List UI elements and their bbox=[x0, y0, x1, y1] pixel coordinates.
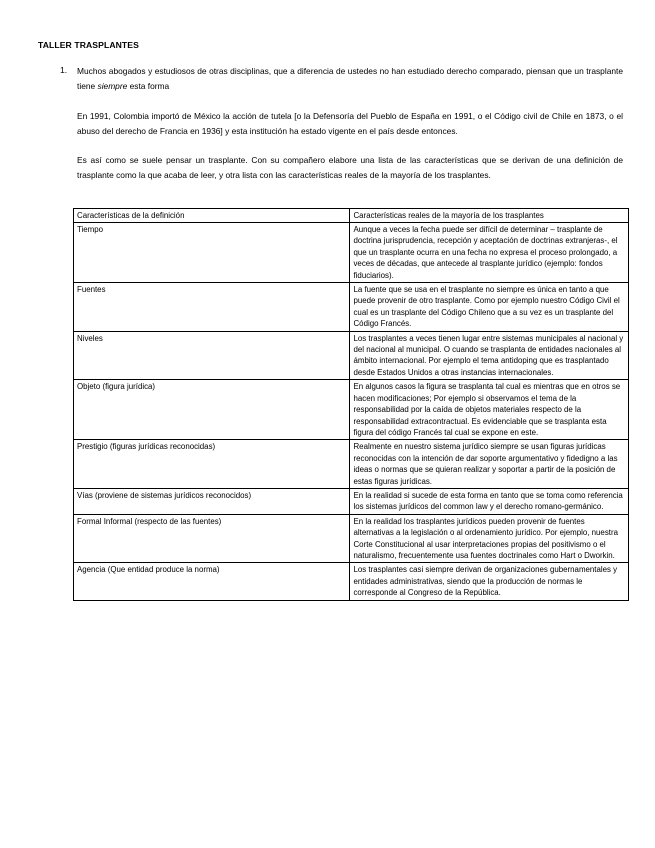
table-row bbox=[74, 283, 629, 332]
row-description-tiempo: Aunque a veces la fecha puede ser difícil de determinar – trasplante de doctrina jurisprudencia, recepción y aceptación de doctrinas extranjeras-, el que un trasplante ocurra en una fecha no expresa el proceso prolongado, a veces de décadas, que antecede al trasplante jurídico (ejemplo: fondos fiduciarios). bbox=[350, 223, 629, 283]
comparison-table bbox=[73, 208, 629, 601]
paragraph-instructions: Es así como se suele pensar un trasplante. Con su compañero elabore una lista de las características que se derivan de una definición de trasplante como la que acaba de leer, y otra lista con las características reales de la mayoría de los trasplantes. bbox=[77, 155, 623, 180]
table-row bbox=[74, 331, 629, 380]
paragraph-intro-emphasis: siempre bbox=[97, 81, 128, 91]
paragraph-intro-tail: esta forma bbox=[127, 81, 170, 91]
row-label-niveles: Niveles bbox=[74, 331, 350, 380]
paragraph-intro-text: Muchos abogados y estudiosos de otras disciplinas, que a diferencia de ustedes no han estudiado derecho comparado, piensan que un trasplante tiene bbox=[77, 66, 623, 91]
table-row bbox=[74, 380, 629, 440]
row-description-prestigio: Realmente en nuestro sistema jurídico siempre se usan figuras jurídicas reconocidas con la intención de dar soporte argumentativo y fidedigno a las ideas o normas que se quieran realizar y soportar a partir de la posición de estas figuras jurídicas. bbox=[350, 440, 629, 489]
row-description-objeto: En algunos casos la figura se trasplanta tal cual es mientras que en otros se hacen modificaciones; Por ejemplo si observamos el tema de la responsabilidad por la caída de objetos materiales respecto de la responsabilidad extracontractual. Es evidenciable que se trasplanta esta figura del código Francés tal cual se expone en este. bbox=[350, 380, 629, 440]
row-label-tiempo: Tiempo bbox=[74, 223, 350, 283]
table-row bbox=[74, 440, 629, 489]
row-description-niveles: Los trasplantes a veces tienen lugar entre sistemas municipales al nacional y del nacional al municipal. O cuando se trasplanta de entidades nacionales al ámbito internacional. Por ejemplo el tema antidoping que es trasplantado desde Estados Unidos a otras instancias internacionales. bbox=[350, 331, 629, 380]
row-label-prestigio: Prestigio (figuras jurídicas reconocidas) bbox=[74, 440, 350, 489]
row-label-objeto: Objeto (figura jurídica) bbox=[74, 380, 350, 440]
table-row bbox=[74, 223, 629, 283]
row-label-vias: Vías (proviene de sistemas jurídicos reconocidos) bbox=[74, 488, 350, 514]
document-title: TALLER TRASPLANTES bbox=[38, 40, 139, 50]
row-description-fuentes: La fuente que se usa en el trasplante no siempre es única en tanto a que puede provenir de otro trasplante. Como por ejemplo nuestro Código Civil el cual es un trasplante del Código Chileno que a su vez es un trasplante del Código Francés. bbox=[350, 283, 629, 332]
table-row bbox=[74, 488, 629, 514]
row-description-vias: En la realidad si sucede de esta forma en tanto que se toma como referencia los sistemas jurídicos del common law y el derecho romano-germánico. bbox=[350, 488, 629, 514]
row-label-formal-informal: Formal Informal (respecto de las fuentes) bbox=[74, 514, 350, 563]
paragraph-intro bbox=[77, 64, 623, 94]
header-definition-characteristics: Características de la definición bbox=[74, 209, 350, 223]
list-item-number: 1. bbox=[60, 65, 68, 75]
table-row bbox=[74, 563, 629, 600]
table-row bbox=[74, 514, 629, 563]
row-description-agencia: Los trasplantes casi siempre derivan de organizaciones gubernamentales y entidades administrativas, siendo que la producción de normas le corresponde al Congreso de la República. bbox=[350, 563, 629, 600]
row-description-formal-informal: En la realidad los trasplantes jurídicos pueden provenir de fuentes alternativas a la legislación o al ordenamiento jurídico. Por ejemplo, nuestra Corte Constitucional al usar interpretaciones propias del positivismo o el naturalismo, frecuentemente usa fuentes doctrinales como Hart o Dworkin. bbox=[350, 514, 629, 563]
row-label-agencia: Agencia (Que entidad produce la norma) bbox=[74, 563, 350, 600]
paragraph-example: En 1991, Colombia importó de México la acción de tutela [o la Defensoría del Pueblo de España en 1991, o el Código civil de Chile en 1873, o el abuso del derecho de Francia en 1936] y esta institución ha estado vigente en el país desde entonces. bbox=[77, 111, 623, 136]
header-real-characteristics: Características reales de la mayoría de los trasplantes bbox=[350, 209, 629, 223]
row-label-fuentes: Fuentes bbox=[74, 283, 350, 332]
table-header-row bbox=[74, 209, 629, 223]
